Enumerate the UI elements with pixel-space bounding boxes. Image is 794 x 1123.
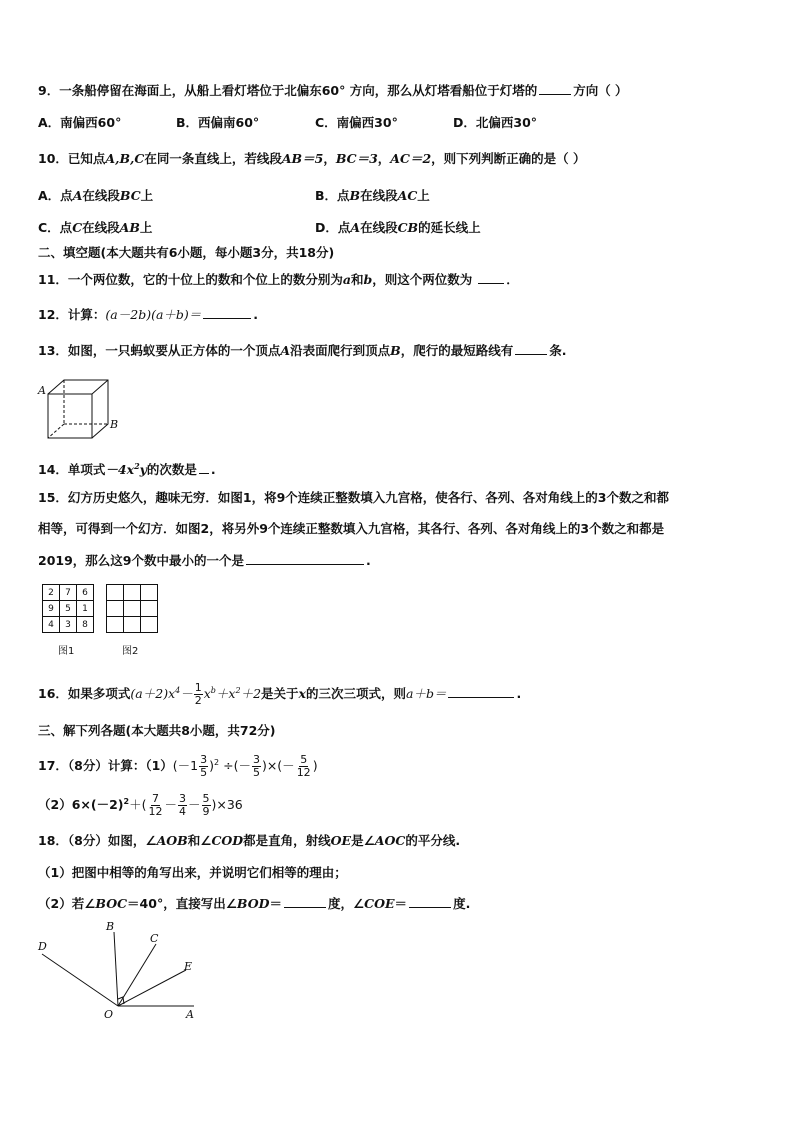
q9-option-b: B．西偏南60° xyxy=(176,115,260,130)
q15-line3: 2019，那么这9个数中最小的一个是 . xyxy=(38,553,371,568)
q9-option-d: D．北偏西30° xyxy=(453,115,538,130)
q16-blank xyxy=(448,685,514,698)
label-b: B xyxy=(106,920,115,933)
ray-od xyxy=(42,954,118,1006)
q11-stem: 11．一个两位数，它的十位上的数和个位上的数分别为a和b，则这个两位数为 ． xyxy=(38,272,519,287)
ray-oe xyxy=(118,970,186,1006)
ray-oc xyxy=(118,944,156,1006)
q12-blank xyxy=(203,306,251,319)
q13-stem: 13．如图，一只蚂蚁要从正方体的一个顶点A沿表面爬行到顶点B，爬行的最短路线有 条. xyxy=(38,343,567,358)
ray-ob xyxy=(114,932,118,1006)
q16-stem: 16．如果多项式$(a+2)x^4-$ $\frac{1}{2}$ $x^b+x^2+2$是关于x的三次三项式，则a＋b＝ . xyxy=(38,681,522,708)
q9-blank xyxy=(539,82,571,95)
q9-option-c: C．南偏西30° xyxy=(315,115,398,130)
cube-label-a: A xyxy=(38,384,46,397)
q9-option-a: A．南偏西60° xyxy=(38,115,122,130)
label-a: A xyxy=(186,1008,194,1021)
q18-sub2: （2）若∠BOC＝40°，直接写出∠BOD＝ 度，∠COE＝ 度. xyxy=(38,896,471,911)
q10-option-d: D．点A在线段CB的延长线上 xyxy=(315,220,481,235)
q13-blank xyxy=(515,342,547,355)
q10-option-c: C．点C在线段AB上 xyxy=(38,220,153,235)
magic-square-1: 2 7 6 9 5 1 4 3 8 xyxy=(42,584,94,633)
q15-line2: 相等，可得到一个幻方．如图2，将另外9个连续正整数填入九宫格，其各行、各列、各对角线上的3个数之和都是 xyxy=(38,521,665,536)
cube-label-b: B xyxy=(110,418,119,431)
q12-stem: 12．计算：(a－2b)(a＋b)＝ . xyxy=(38,307,259,322)
q18-sub1: （1）把图中相等的角写出来，并说明它们相等的理由； xyxy=(38,865,347,880)
label-o: O xyxy=(104,1008,114,1021)
angle-figure xyxy=(34,918,214,1028)
q14-blank xyxy=(199,461,209,474)
q10-stem: 10．已知点A,B,C在同一条直线上，若线段AB＝5，BC＝3，AC＝2，则下列判断正确的是（ ） xyxy=(38,151,586,166)
label-d: D xyxy=(38,940,47,953)
cube-figure xyxy=(36,374,136,446)
q18-blank-bod xyxy=(284,895,326,908)
figure-1-caption: 图1 xyxy=(58,646,75,657)
q11-blank xyxy=(478,271,504,284)
q15-blank xyxy=(246,552,364,565)
q18-blank-coe xyxy=(409,895,451,908)
section-3-heading: 三、解下列各题(本大题共8小题，共72分) xyxy=(38,723,276,738)
q10-option-a: A．点A在线段BC上 xyxy=(38,188,154,203)
magic-square-2 xyxy=(106,584,158,633)
figure-2-caption: 图2 xyxy=(122,646,139,657)
q18-stem: 18．（8分）如图，∠AOB和∠COD都是直角，射线OE是∠AOC的平分线. xyxy=(38,833,461,848)
q9-stem: 9．一条船停留在海面上，从船上看灯塔位于北偏东60° 方向，那么从灯塔看船位于灯塔的 方向（ ） xyxy=(38,83,628,98)
q17-part1: 17．（8分）计算：（1）(－1 $\frac{3}{5}$ )$^2$ ÷(－ $\frac{3}{5}$ )×(－ $\frac{5}{12}$ ) xyxy=(38,753,318,780)
q10-option-b: B．点B在线段AC上 xyxy=(315,188,430,203)
q15-line1: 15．幻方历史悠久，趣味无穷．如图1，将9个连续正整数填入九宫格，使各行、各列、各对角线上的3个数之和都 xyxy=(38,490,669,505)
label-e: E xyxy=(184,960,193,973)
section-2-heading: 二、填空题(本大题共有6小题，每小题3分，共18分) xyxy=(38,245,335,260)
q14-stem: 14．单项式$-4x^2y$的次数是 . xyxy=(38,461,216,478)
q17-part2: $(2)6\times(-2)^2+$( $\frac{7}{12}$ － $\frac{3}{4}$ － $\frac{5}{9}$ )×36 xyxy=(38,792,243,819)
label-c: C xyxy=(150,932,159,945)
